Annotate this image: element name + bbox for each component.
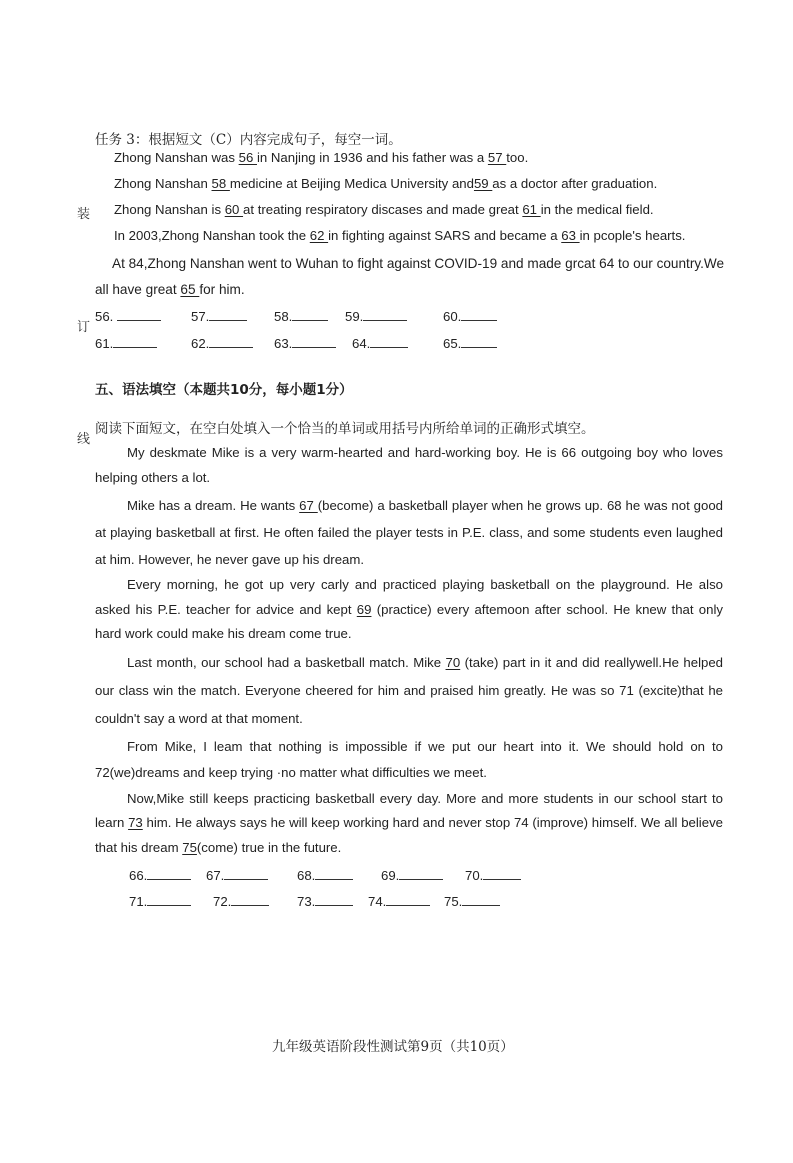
answer-blank-63[interactable]: 63. (274, 335, 336, 351)
task3-line-6: all have great 65 for him. (95, 282, 245, 297)
answer-blank-60[interactable]: 60. (443, 308, 497, 324)
task3-line-2: Zhong Nanshan 58 medicine at Beijing Medica University and59 as a doctor after graduation. (114, 176, 658, 191)
answer-blank-58[interactable]: 58. (274, 308, 328, 324)
answer-blank-57[interactable]: 57. (191, 308, 247, 324)
answer-blank-71[interactable]: 71. (129, 893, 191, 909)
binding-margin-zhuang: 装 (77, 207, 91, 222)
binding-margin-xian: 线 (77, 432, 91, 447)
answer-blank-70[interactable]: 70. (465, 867, 521, 883)
answer-blank-59[interactable]: 59. (345, 308, 407, 324)
answer-blank-74[interactable]: 74. (368, 893, 430, 909)
passage-paragraph-6: Now,Mike still keeps practicing basketball every day. More and more students in our school start to learn 73 him. He always says he will keep working hard and never stop 74 (improve) himself. We all believe that his dream 75(come) true in the future. (95, 790, 723, 855)
passage-paragraph-3: Every morning, he got up very carly and practiced playing basketball on the playground. He also asked his P.E. teacher for advice and kept 69 (practice) every aftemoon after school. He knew that only hard work could make his dream come true. (95, 577, 723, 641)
answer-blank-68[interactable]: 68. (297, 867, 353, 883)
answer-blank-69[interactable]: 69. (381, 867, 443, 883)
answer-blank-61[interactable]: 61. (95, 335, 157, 351)
answer-blank-64[interactable]: 64. (352, 335, 408, 351)
passage-paragraph-2: Mike has a dream. He wants 67 (become) a basketball player when he grows up. 68 he was not good at playing basketball at first. He often failed the player tests in P.E. class, and some students even laughed at him. However, he never gave up his dream. (95, 498, 723, 567)
passage (95, 441, 723, 860)
section5-title: 五、语法填空（本题共10分，每小题1分） (95, 382, 353, 398)
task3-line-1: Zhong Nanshan was 56 in Nanjing in 1936 and his father was a 57 too. (114, 150, 529, 165)
task3-title: 任务 3：根据短文（C）内容完成句子，每空一词。 (95, 132, 402, 148)
passage-paragraph-4: Last month, our school had a basketball match. Mike 70 (take) part in it and did reallywell.He helped our class win the match. Everyone cheered for him and praised him greatly. He was so 71 (excite)that he couldn't say a word at that moment. (95, 654, 723, 726)
section5-instruction: 阅读下面短文，在空白处填入一个恰当的单词或用括号内所给单词的正确形式填空。 (95, 421, 595, 437)
passage-paragraph-1: My deskmate Mike is a very warm-hearted and hard-working boy. He is 66 outgoing boy who loves helping others a lot. (95, 445, 723, 485)
answer-blank-67[interactable]: 67. (206, 867, 268, 883)
answer-blank-56[interactable]: 56. (95, 308, 161, 324)
answer-blank-66[interactable]: 66. (129, 867, 191, 883)
task3-line-3: Zhong Nanshan is 60 at treating respiratory discases and made great 61 in the medical field. (114, 202, 654, 217)
binding-margin-ding: 订 (77, 320, 91, 335)
answer-blank-65[interactable]: 65. (443, 335, 497, 351)
answer-blank-75[interactable]: 75. (444, 893, 500, 909)
task3-line-4: In 2003,Zhong Nanshan took the 62 in fighting against SARS and became a 63 in pcople's hearts. (114, 228, 686, 243)
answer-blank-62[interactable]: 62. (191, 335, 253, 351)
page-footer: 九年级英语阶段性测试第9页（共10页） (272, 1039, 514, 1055)
task3-line-5: At 84,Zhong Nanshan went to Wuhan to fight against COVID-19 and made grcat 64 to our country.We (112, 256, 725, 271)
answer-blank-73[interactable]: 73. (297, 893, 353, 909)
passage-paragraph-5: From Mike, I leam that nothing is impossible if we put our heart into it. We should hold on to 72(we)dreams and keep trying ·no matter what difficulties we meet. (95, 738, 723, 780)
answer-blank-72[interactable]: 72. (213, 893, 269, 909)
